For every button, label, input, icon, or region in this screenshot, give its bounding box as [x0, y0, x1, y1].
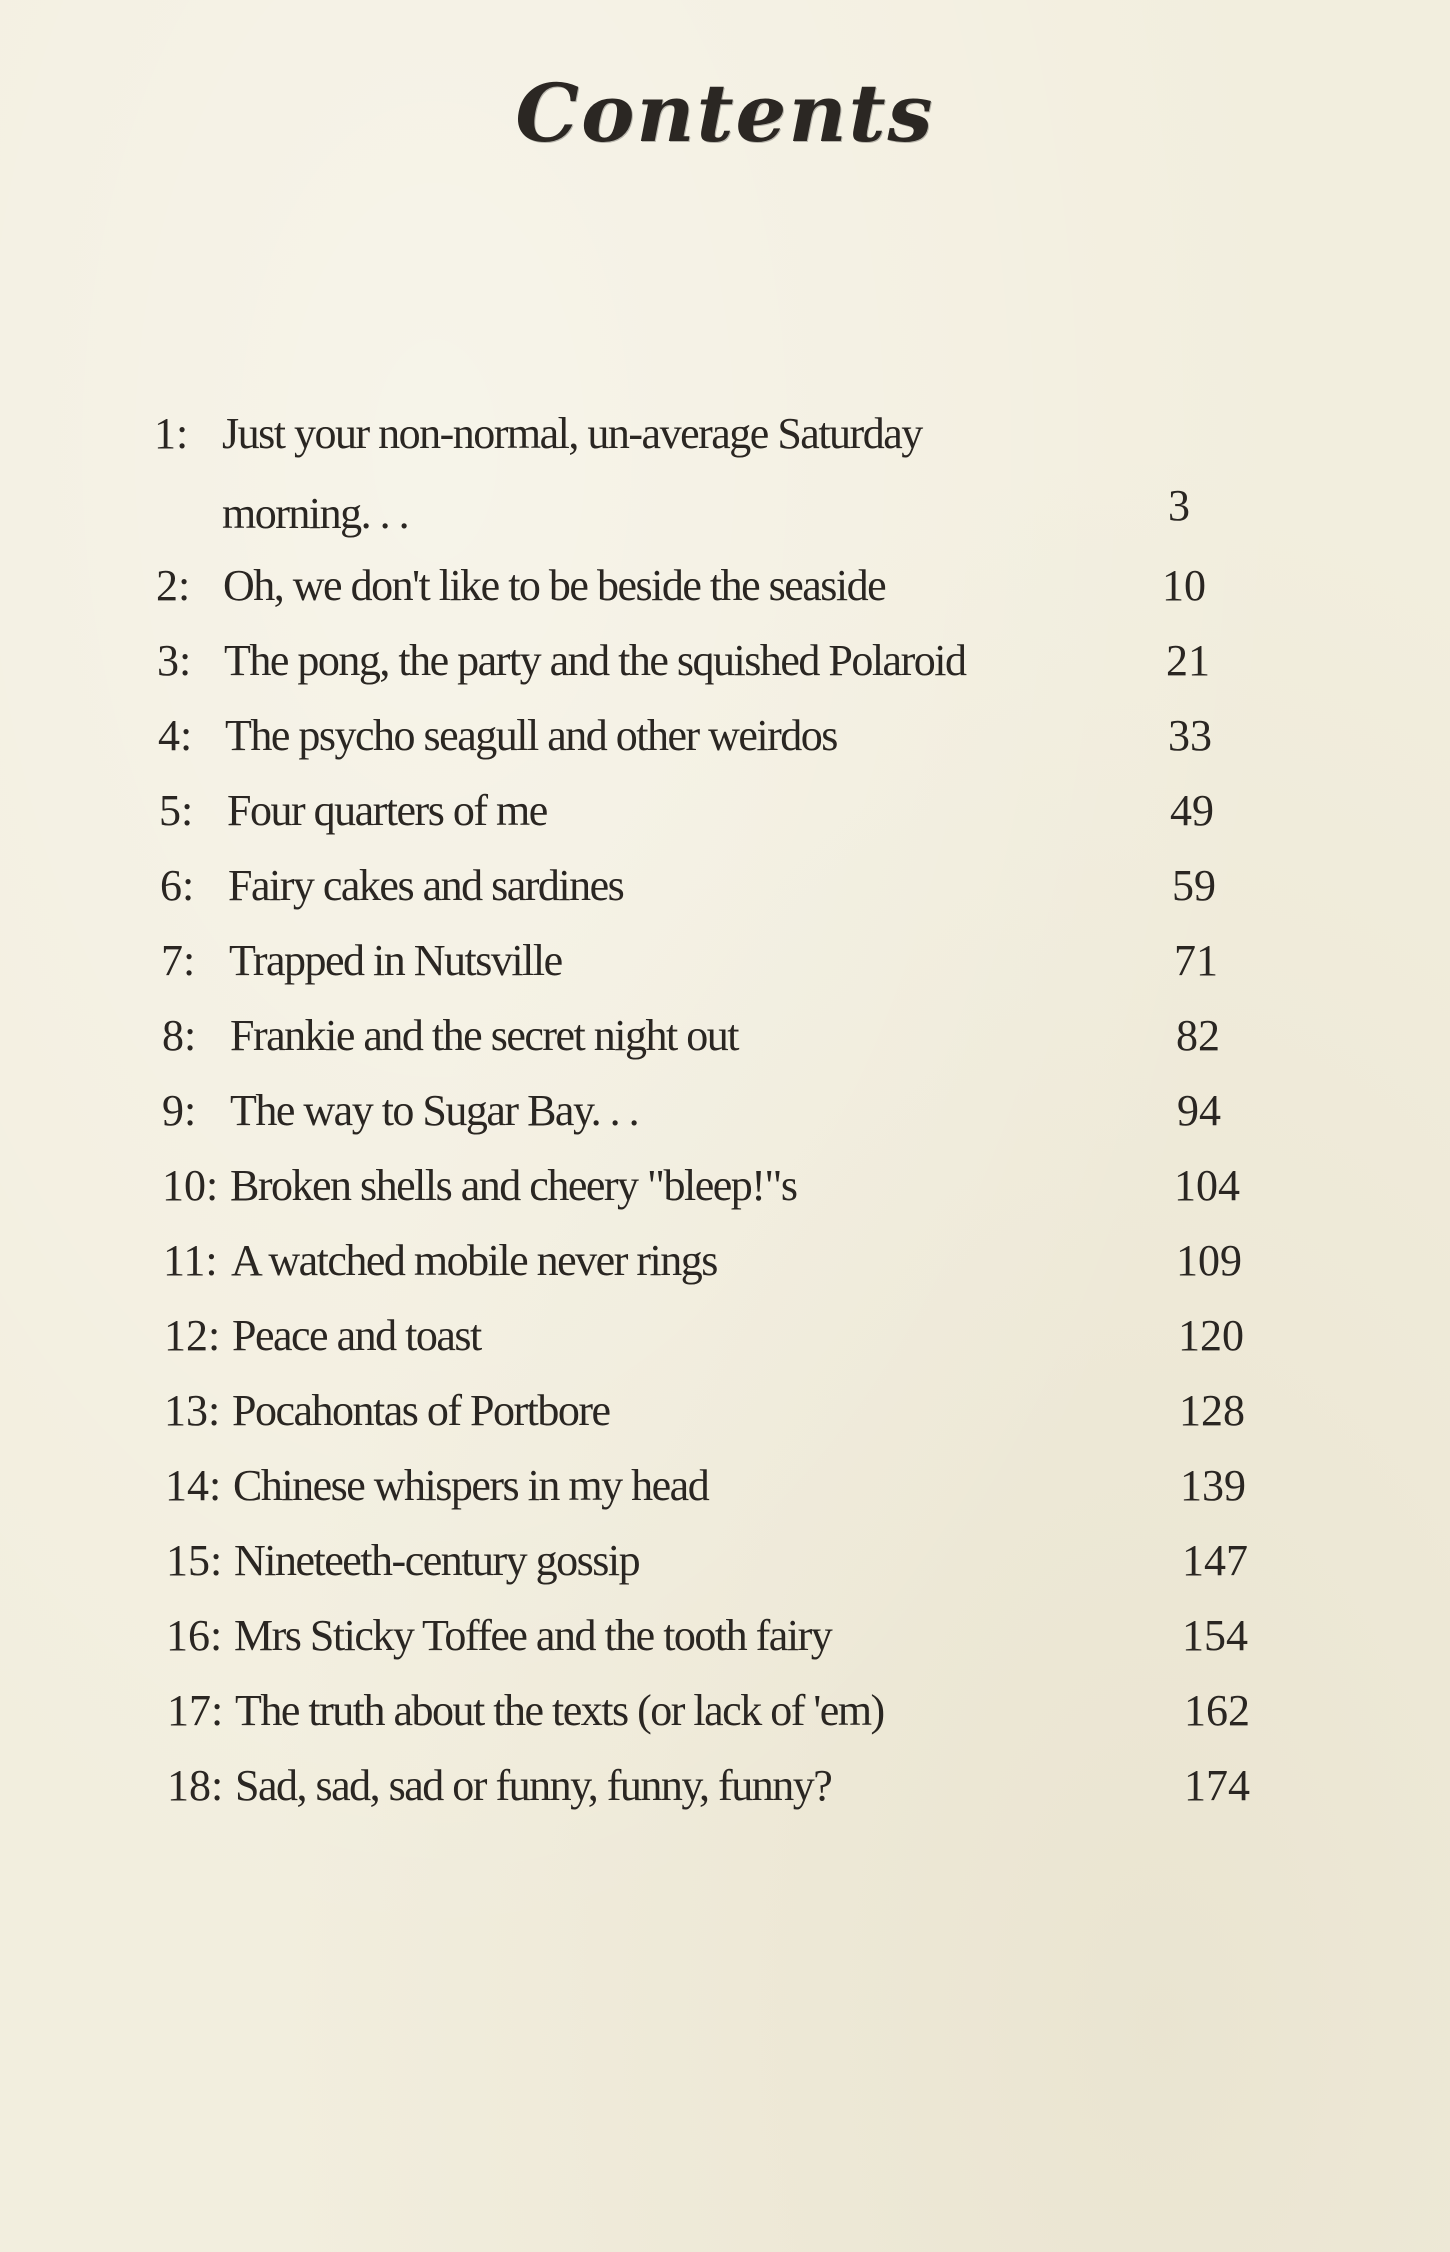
- chapter-number: 17:: [167, 1686, 224, 1735]
- toc-entry-4: [158, 706, 1258, 766]
- toc-entry-6: [160, 856, 1260, 916]
- chapter-number: 16:: [166, 1611, 223, 1660]
- chapter-number: 18:: [167, 1761, 224, 1810]
- chapter-number: 15:: [166, 1536, 223, 1585]
- chapter-title: A watched mobile never rings: [231, 1236, 717, 1285]
- chapter-title: The way to Sugar Bay. . .: [230, 1086, 639, 1135]
- page-number: 21: [1166, 636, 1210, 685]
- chapter-number: 9:: [162, 1086, 197, 1135]
- page-number: 128: [1179, 1386, 1245, 1435]
- toc-entry-13: [164, 1381, 1264, 1441]
- toc-entry-15: [166, 1531, 1266, 1591]
- page-title: Contents: [515, 66, 935, 160]
- chapter-title: The psycho seagull and other weirdos: [225, 711, 837, 760]
- toc-entry-12: [164, 1306, 1264, 1366]
- chapter-title: The truth about the texts (or lack of 'em): [235, 1686, 884, 1735]
- chapter-title: Fairy cakes and sardines: [228, 861, 624, 910]
- chapter-number: 6:: [160, 861, 195, 910]
- page-number: 154: [1182, 1611, 1248, 1660]
- chapter-title: Four quarters of me: [227, 786, 547, 835]
- page-number: 59: [1172, 861, 1216, 910]
- chapter-number: 7:: [161, 936, 196, 985]
- toc-entry-3: [157, 631, 1257, 691]
- toc-entry-14: [165, 1456, 1265, 1516]
- chapter-number: 2:: [156, 561, 191, 610]
- chapter-title: The pong, the party and the squished Polaroid: [224, 636, 966, 685]
- chapter-title: Sad, sad, sad or funny, funny, funny?: [235, 1761, 832, 1810]
- page-number: 49: [1170, 786, 1214, 835]
- chapter-number: 10:: [162, 1161, 219, 1210]
- chapter-number: 12:: [164, 1311, 221, 1360]
- page-number: 104: [1174, 1161, 1240, 1210]
- page-number: 120: [1178, 1311, 1244, 1360]
- toc-entry-7: [161, 931, 1261, 991]
- chapter-title: Pocahontas of Portbore: [232, 1386, 610, 1435]
- chapter-number: 4:: [158, 711, 193, 760]
- chapter-number: 3:: [157, 636, 192, 685]
- page-number: 109: [1176, 1236, 1242, 1285]
- chapter-number: 14:: [165, 1461, 222, 1510]
- page-number: 71: [1174, 936, 1218, 985]
- toc-entry-18: [167, 1756, 1267, 1816]
- toc-entry-10: [162, 1156, 1262, 1216]
- page-number: 10: [1162, 561, 1206, 610]
- toc-entry-1: [154, 404, 1254, 464]
- chapter-title: Frankie and the secret night out: [230, 1011, 738, 1060]
- toc-entry-9: [162, 1081, 1262, 1141]
- toc-entry-16: [166, 1606, 1266, 1666]
- chapter-title: Broken shells and cheery "bleep!"s: [230, 1161, 797, 1210]
- page-number: 33: [1168, 711, 1212, 760]
- chapter-number: 8:: [162, 1011, 197, 1060]
- page-number: 82: [1176, 1011, 1220, 1060]
- page-number: 147: [1182, 1536, 1248, 1585]
- chapter-title-continuation: morning. . .: [222, 489, 409, 538]
- toc-entry-17: [167, 1681, 1267, 1741]
- toc-entry-5: [159, 781, 1259, 841]
- toc-entry-2: [156, 556, 1256, 616]
- page-number: 174: [1184, 1761, 1250, 1810]
- chapter-title: Nineteeth-century gossip: [234, 1536, 640, 1585]
- chapter-title: Trapped in Nutsville: [229, 936, 562, 985]
- toc-entry-11: [163, 1231, 1263, 1291]
- toc-entry-8: [162, 1006, 1262, 1066]
- chapter-number: 11:: [163, 1236, 218, 1285]
- chapter-number: 5:: [159, 786, 194, 835]
- page-number: 3: [1168, 481, 1189, 530]
- chapter-number: 13:: [164, 1386, 221, 1435]
- chapter-title: Oh, we don't like to be beside the seaside: [223, 561, 886, 610]
- page-number: 94: [1177, 1086, 1221, 1135]
- chapter-number: 1:: [154, 409, 189, 458]
- chapter-title: Peace and toast: [232, 1311, 481, 1360]
- chapter-title: Just your non-normal, un-average Saturday: [222, 409, 922, 458]
- page-number: 139: [1180, 1461, 1246, 1510]
- chapter-title: Chinese whispers in my head: [233, 1461, 709, 1510]
- page-number: 162: [1184, 1686, 1250, 1735]
- chapter-title: Mrs Sticky Toffee and the tooth fairy: [234, 1611, 832, 1660]
